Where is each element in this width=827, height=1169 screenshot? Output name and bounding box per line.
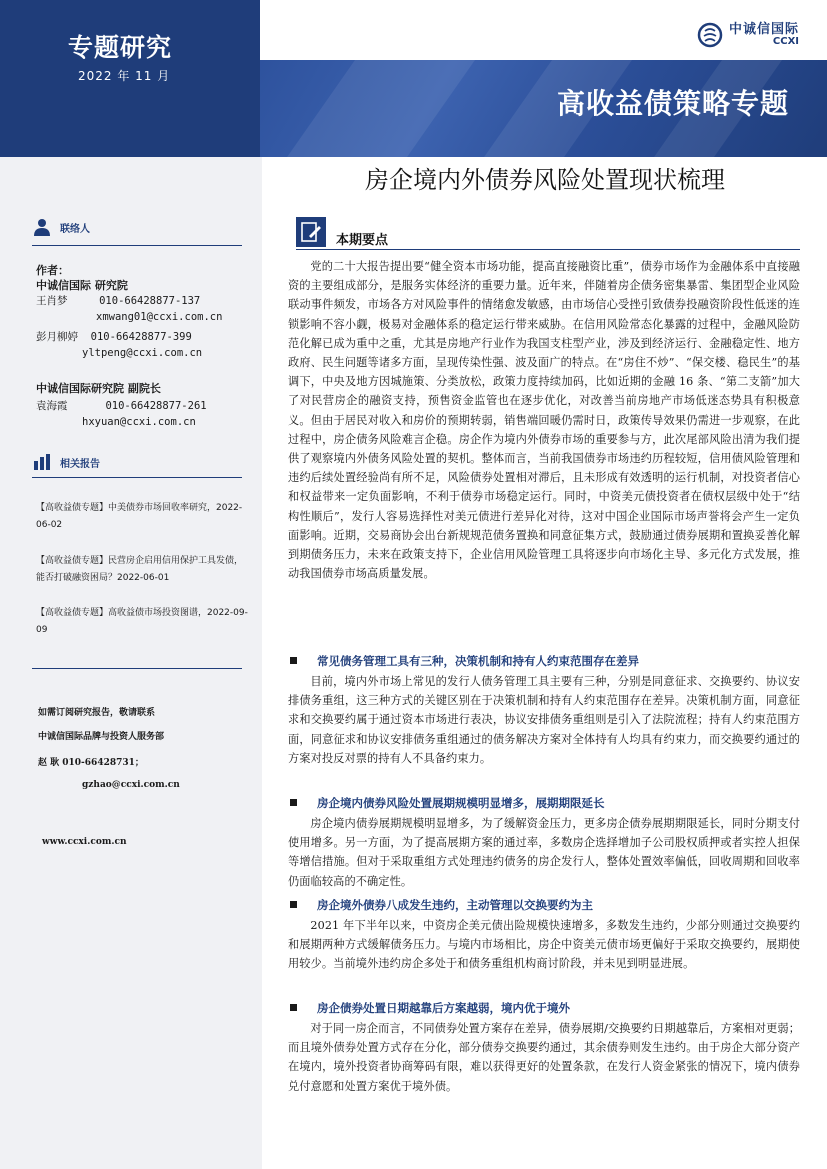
author-name: 袁海霞 xyxy=(36,400,68,412)
contacts-heading-label: 联络人 xyxy=(60,223,90,235)
header-banner-right xyxy=(260,0,827,157)
subscribe-note: 如需订阅研究报告，敬请联系 xyxy=(38,708,156,718)
website-link[interactable]: www.ccxi.com.cn xyxy=(42,837,127,847)
contacts-heading xyxy=(32,217,90,237)
author-phone: 010-66428877-261 xyxy=(105,400,207,412)
author-org: 中诚信国际 研究院 xyxy=(36,279,128,292)
logo-name-en: CCXI xyxy=(772,35,799,47)
service-contact: 赵 耿 010-66428731； xyxy=(38,758,144,768)
section-heading-text: 房企境内债券风险处置展期规模明显增多，展期期限延长 xyxy=(317,796,605,810)
author-email[interactable]: xmwang01@ccxi.com.cn xyxy=(96,311,223,323)
related-report-link[interactable]: 【高收益债专题】高收益债市场投资图谱，2022-09-09 xyxy=(36,608,248,635)
author-email[interactable]: yltpeng@ccxi.com.cn xyxy=(82,347,203,359)
related-heading-label: 相关报告 xyxy=(60,458,100,470)
section-paragraph: 对于同一房企而言，不同债券处置方案存在差异，债券展期/交换要约日期越靠后，方案相对更弱；而且境外债券处置方式存在分化，部分债券交换要约通过，其余债券则发生违约。由于房企大部分资产在境内，境外投资者协商筹码有限，难以获得更好的处置条款，在发行人资金紧张的情况下，境内债券兑付意愿和处置方案优于境外债。 xyxy=(288,1022,800,1093)
author-org: 中诚信国际研究院 副院长 xyxy=(36,382,161,395)
service-department: 中诚信国际品牌与投资人服务部 xyxy=(38,732,165,742)
author-name: 彭月柳婷 xyxy=(36,331,78,343)
author-contact xyxy=(36,398,207,413)
square-bullet-icon xyxy=(290,1004,297,1011)
section-heading-text: 房企境外债券八成发生违约，主动管理以交换要约为主 xyxy=(317,898,593,912)
page-title: 房企境内外债券风险处置现状梳理 xyxy=(365,166,725,194)
author-phone: 010-66428877-137 xyxy=(99,295,201,307)
square-bullet-icon xyxy=(290,901,297,908)
contacts-icon xyxy=(32,217,52,237)
author-contact xyxy=(36,293,200,308)
intro-paragraph: 党的二十大报告提出要“健全资本市场功能，提高直接融资比重”，债券市场作为金融体系中直接融资的主要组成部分，是服务实体经济的重要力量。近年来，伴随着房企债务密集暴雷、集团型企业风险联动事件频发，市场各方对风险事件的情绪愈发敏感，由市场信心受挫引致债券投融资阶段性低迷的连锁影响不容小觑，极易对金融体系的稳定运行带来威胁。在信用风险常态化暴露的过程中，金融风险防范化解已成为重中之重，尤其是房地产行业作为我国支柱型产业，涉及到经济运行、金融稳定性、地方政府、民生问题等诸多方面，呈现传染性强、波及面广的特点。在“房住不炒”、“保交楼、稳民生”的基调下，中央及地方因城施策、分类放松，政策力度持续加码，比如近期的金融 16 条、“第二支箭”加大了对民营房企的融资支持，预售资金监管也在逐步优化，对改善当前房地产市场低迷态势具有积极意义。但由于居民对收入和房价的预期转弱，销售端回暖仍需时日，政策传导效果仍需进一步观察，在此过程中，房企债务风险难言企稳。房企作为境内外债券市场的重要参与方，此次尾部风险出清为我们提供了观察境内外债务风险处置的契机。整体而言，当前我国债券市场违约历程较短，信用债风险管理和违约后续处置经验尚有所不足，风险债券处置相对滞后，且未形成有效透明的运行机制，对投资者信心和权益带来一定负面影响，不利于债券市场稳定运行。同时，中资美元债投资者在债权层级中处于“结构性顺后”，发行人容易选择性对美元债进行差异化对待，这对中国企业国际市场声誉将会产生一定负面影响。近期，交易商协会出台新规规范债务置换和同意征集方式，鼓励通过债券展期和置换妥善化解到期债务压力，未来在政策支持下，企业信用风险管理工具将逐步向市场化主导、多元化方式发展，推动我国债券市场高质量发展。 xyxy=(288,260,800,581)
divider xyxy=(32,668,242,669)
divider xyxy=(32,477,242,478)
sidebar xyxy=(0,157,262,1169)
related-report-link[interactable]: 【高收益债专题】中美债券市场回收率研究，2022-06-02 xyxy=(36,503,243,530)
author-email[interactable]: hxyuan@ccxi.com.cn xyxy=(82,416,196,428)
series-title: 高收益债策略专题 xyxy=(556,87,789,120)
authors-label: 作者： xyxy=(36,264,69,277)
section-heading-text: 房企债券处置日期越靠后方案越弱，境内优于境外 xyxy=(317,1001,570,1015)
ccxi-logo[interactable] xyxy=(697,22,799,48)
header-banner-left xyxy=(0,0,260,157)
author-name: 王肖梦 xyxy=(36,295,68,307)
author-phone: 010-66428877-399 xyxy=(90,331,192,343)
report-category: 专题研究 xyxy=(68,33,173,62)
section-paragraph: 2021 年下半年以来，中资房企美元债出险规模快速增多，多数发生违约，少部分则通过交换要约和展期两种方式缓解债务压力。与境内市场相比，房企中资美元债市场更偏好于采取交换要约，展期使用较少。当前境外违约房企多处于和债务重组机构商讨阶段，并未见到明显进展。 xyxy=(288,919,800,971)
section-heading xyxy=(288,897,808,913)
section-heading xyxy=(288,653,808,669)
document-pen-icon xyxy=(300,221,322,243)
section-heading xyxy=(288,795,808,811)
ccxi-logo-icon xyxy=(697,22,723,48)
section-paragraph: 房企境内债券展期规模明显增多，为了缓解资金压力，更多房企债券展期期限延长，同时分期支付使用增多。另一方面，为了提高展期方案的通过率，多数房企选择增加子公司股权质押或者实控人担保等增信措施。但对于采取重组方式处理违约债务的房企发行人，整体处置效率偏低，回收周期和回收率仍面临较高的不确定性。 xyxy=(288,817,800,888)
service-email[interactable]: gzhao@ccxi.com.cn xyxy=(82,780,180,790)
related-report-link[interactable]: 【高收益债专题】民营房企启用信用保护工具发债，能否打破融资困局？2022-06-01 xyxy=(36,556,244,583)
key-points-icon-box xyxy=(296,217,326,247)
report-date: 2022 年 11 月 xyxy=(78,69,171,83)
related-heading xyxy=(32,452,100,472)
logo-name-cn: 中诚信国际 xyxy=(728,21,799,37)
section-heading-text: 常见债务管理工具有三种，决策机制和持有人约束范围存在差异 xyxy=(317,654,639,668)
report-icon xyxy=(32,452,52,472)
square-bullet-icon xyxy=(290,657,297,664)
divider xyxy=(32,245,242,246)
key-points-label: 本期要点 xyxy=(336,233,389,248)
section-heading xyxy=(288,1000,808,1016)
divider xyxy=(296,249,800,250)
section-paragraph: 目前，境内外市场上常见的发行人债务管理工具主要有三种，分别是同意征求、交换要约、协议安排债务重组，这三种方式的关键区别在于决策机制和持有人约束范围存在差异。决策机制方面，同意征求和交换要约属于通过资本市场进行表决，协议安排债务重组则是引入了法院流程；持有人约束范围方面，同意征求和协议安排债务重组通过的债务解决方案对全体持有人均具有约束力，而交换要约通过的方案对投反对票的持有人不具备约束力。 xyxy=(288,675,800,765)
square-bullet-icon xyxy=(290,799,297,806)
author-contact xyxy=(36,329,192,344)
